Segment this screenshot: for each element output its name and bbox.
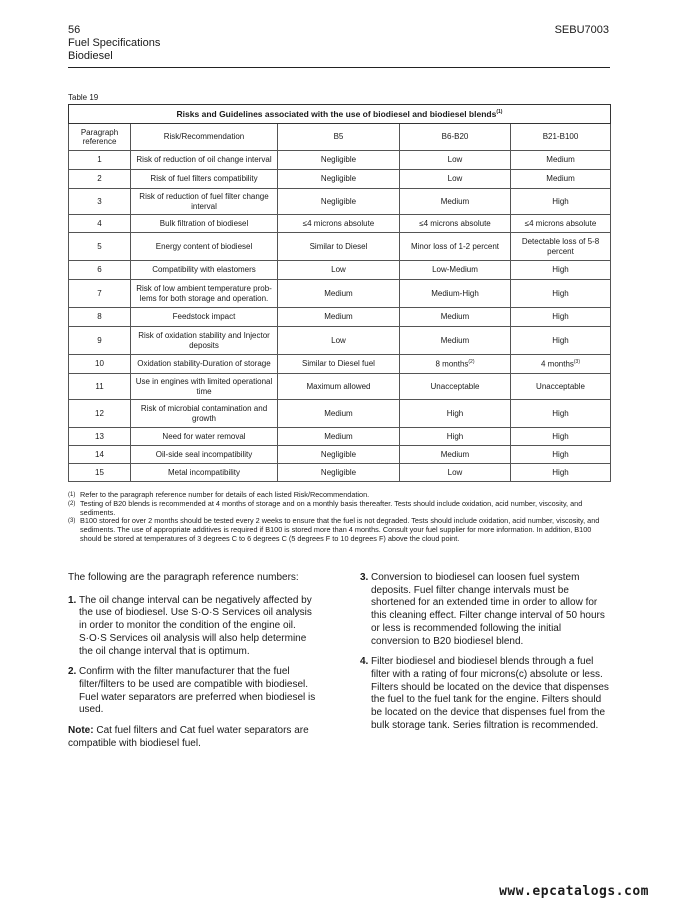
page-header xyxy=(68,24,160,63)
table-cell: ≤4 microns absolute xyxy=(511,215,611,233)
column-header: Risk/Recommendation xyxy=(131,124,278,151)
table-cell: 10 xyxy=(69,355,131,374)
table-cell: Low xyxy=(278,261,400,280)
table-caption: Risks and Guidelines associated with the use of biodiesel and biodiesel blends$^{(1)}$ xyxy=(69,105,611,124)
table-cell: 11 xyxy=(69,374,131,400)
table-cell: Medium xyxy=(511,151,611,170)
table-cell: ≤4 microns absolute xyxy=(278,215,400,233)
note-paragraph: Note: Cat fuel filters and Cat fuel water separators are compatible with biodiesel fuel. xyxy=(68,725,309,749)
table-row xyxy=(69,400,611,428)
table-cell: 1 xyxy=(69,151,131,170)
table-cell: Medium xyxy=(278,428,400,446)
table-cell: Minor loss of 1-2 percent xyxy=(400,233,511,261)
table-cell: Low xyxy=(400,151,511,170)
table-cell: Negligible xyxy=(278,464,400,482)
table-cell: 7 xyxy=(69,280,131,308)
table-cell: Low xyxy=(400,464,511,482)
table-cell: Medium-High xyxy=(400,280,511,308)
table-cell: Low-Medium xyxy=(400,261,511,280)
table-row xyxy=(69,446,611,464)
table-row xyxy=(69,374,611,400)
table-cell: Bulk filtration of biodiesel xyxy=(131,215,278,233)
table-cell: Negligible xyxy=(278,446,400,464)
table-cell: 15 xyxy=(69,464,131,482)
list-item: 4. Filter biodiesel and biodiesel blends through a fuel filter with a rating of four microns(c) absolute or less. Filters should be located on the device that dispenses the fuel to the fuel tank for the engine. Filters should be located on the device that dispenses fuel from the bulk storage tank. Series filtration is recommended. xyxy=(360,656,609,731)
table-cell: 13 xyxy=(69,428,131,446)
table-row xyxy=(69,355,611,374)
table-label: Table 19 xyxy=(68,93,99,102)
table-cell: Oil-side seal incompatibility xyxy=(131,446,278,464)
watermark-url[interactable]: www.epcatalogs.com xyxy=(499,884,649,899)
table-cell: Risk of fuel filters compatibility xyxy=(131,170,278,189)
table-cell: High xyxy=(511,446,611,464)
table-row xyxy=(69,464,611,482)
table-cell: High xyxy=(511,464,611,482)
table-row xyxy=(69,327,611,355)
table-cell: ≤4 microns absolute xyxy=(400,215,511,233)
table-cell: Medium xyxy=(511,170,611,189)
table-cell: 5 xyxy=(69,233,131,261)
table-cell: Metal incompatibility xyxy=(131,464,278,482)
table-cell: Negligible xyxy=(278,170,400,189)
table-cell: Medium xyxy=(400,308,511,327)
table-row xyxy=(69,233,611,261)
table-cell: 8 months$^{(2)}$ xyxy=(400,355,511,374)
biodiesel-risk-table xyxy=(68,104,611,482)
body-column-left xyxy=(68,572,318,750)
table-cell: Risk of reduction of fuel filter change interval xyxy=(131,189,278,215)
column-header: B21-B100 xyxy=(511,124,611,151)
list-item: 2. Confirm with the filter manufacturer that the fuel filter/filters to be used are compatible with biodiesel. Fuel water separators are preferred when biodiesel is used. xyxy=(68,666,316,716)
table-cell: Unacceptable xyxy=(511,374,611,400)
footnote: (3) B100 stored for over 2 months should be tested every 2 weeks to ensure that the fuel is not degraded. Tests should include oxidation, acid number, viscosity, and sediments. The use of appropriate additives is required if B100 is stored more than 4 months. Consult your fuel supplier for more information. In addition, B100 should be stored at temperatures of 3 degrees C to 6 degrees C (5 degrees F to 10 degrees F) above the cloud point. xyxy=(68,516,600,543)
column-header: Paragraph reference xyxy=(69,124,131,151)
table-cell: 8 xyxy=(69,308,131,327)
table-cell: High xyxy=(511,400,611,428)
table-cell: Feedstock impact xyxy=(131,308,278,327)
column-header: B6-B20 xyxy=(400,124,511,151)
table-cell: Detectable loss of 5-8 percent xyxy=(511,233,611,261)
table-cell: Medium xyxy=(278,280,400,308)
table-cell: High xyxy=(511,189,611,215)
table-cell: Similar to Diesel fuel xyxy=(278,355,400,374)
list-item: 3. Conversion to biodiesel can loosen fuel system deposits. Fuel filter change intervals must be shortened for an extended time in order to allow for this cleaning effect. Filter change interval of 50 hours or less is recommended following the initial conversion to B20 biodiesel blend. xyxy=(360,572,605,647)
table-cell: 6 xyxy=(69,261,131,280)
table-cell: 9 xyxy=(69,327,131,355)
table-row xyxy=(69,261,611,280)
table-row xyxy=(69,280,611,308)
table-cell: Medium xyxy=(278,308,400,327)
table-cell: High xyxy=(511,327,611,355)
table-footnotes xyxy=(68,491,613,544)
section-title: Fuel Specifications xyxy=(68,37,161,49)
table-cell: High xyxy=(511,428,611,446)
table-cell: Low xyxy=(278,327,400,355)
document-code: SEBU7003 xyxy=(554,24,609,36)
footnote: (2) Testing of B20 blends is recommended at 4 months of storage and on a monthly basis thereafter. Tests should include oxidation, acid number, viscosity, and sediments. xyxy=(68,498,583,517)
table-cell: High xyxy=(511,308,611,327)
table-cell: Energy content of biodiesel xyxy=(131,233,278,261)
table-cell: Use in engines with limited operational time xyxy=(131,374,278,400)
table-cell: High xyxy=(400,400,511,428)
table-cell: High xyxy=(511,280,611,308)
table-cell: 2 xyxy=(69,170,131,189)
table-cell: Risk of reduction of oil change interval xyxy=(131,151,278,170)
page-number: 56 xyxy=(68,24,81,36)
table-cell: 4 months$^{(3)}$ xyxy=(511,355,611,374)
column-header: B5 xyxy=(278,124,400,151)
table-cell: Risk of microbial contamination and growth xyxy=(131,400,278,428)
table-cell: Negligible xyxy=(278,189,400,215)
header-divider xyxy=(68,67,610,68)
table-cell: Low xyxy=(400,170,511,189)
table-row xyxy=(69,151,611,170)
table-cell: Medium xyxy=(278,400,400,428)
table-cell: Risk of low ambient temperature prob- lems for both storage and operation. xyxy=(131,280,278,308)
table-cell: Similar to Diesel xyxy=(278,233,400,261)
intro-text: The following are the paragraph reference numbers: xyxy=(68,572,299,583)
table-cell: 3 xyxy=(69,189,131,215)
table-cell: 4 xyxy=(69,215,131,233)
table-header-row xyxy=(69,124,611,151)
table-cell: 12 xyxy=(69,400,131,428)
table-row xyxy=(69,189,611,215)
footnote-ref: (3) xyxy=(573,359,581,366)
table-cell: Maximum allowed xyxy=(278,374,400,400)
table-cell: Medium xyxy=(400,327,511,355)
table-cell: High xyxy=(400,428,511,446)
table-cell: Medium xyxy=(400,189,511,215)
table-cell: Compatibility with elastomers xyxy=(131,261,278,280)
table-cell: Negligible xyxy=(278,151,400,170)
table-row xyxy=(69,215,611,233)
table-cell: High xyxy=(511,261,611,280)
table-cell: Risk of oxidation stability and Injector deposits xyxy=(131,327,278,355)
table-cell: Unacceptable xyxy=(400,374,511,400)
table-row xyxy=(69,308,611,327)
table-cell: Need for water removal xyxy=(131,428,278,446)
table-row xyxy=(69,428,611,446)
footnote-ref: (2) xyxy=(468,359,475,366)
body-column-right xyxy=(360,572,612,740)
subsection-title: Biodiesel xyxy=(68,50,113,62)
table-cell: 14 xyxy=(69,446,131,464)
footnote: (1) Refer to the paragraph reference number for details of each listed Risk/Recommendation. xyxy=(68,490,370,499)
table-row xyxy=(69,170,611,189)
table-cell: Oxidation stability-Duration of storage xyxy=(131,355,278,374)
table-cell: Medium xyxy=(400,446,511,464)
list-item: 1. The oil change interval can be negatively affected by the use of biodiesel. Use S·O·S Services oil analysis in order to monitor the condition of the engine oil. S·O·S Services oil analysis will also help determine the oil change interval that is optimum. xyxy=(68,594,312,657)
